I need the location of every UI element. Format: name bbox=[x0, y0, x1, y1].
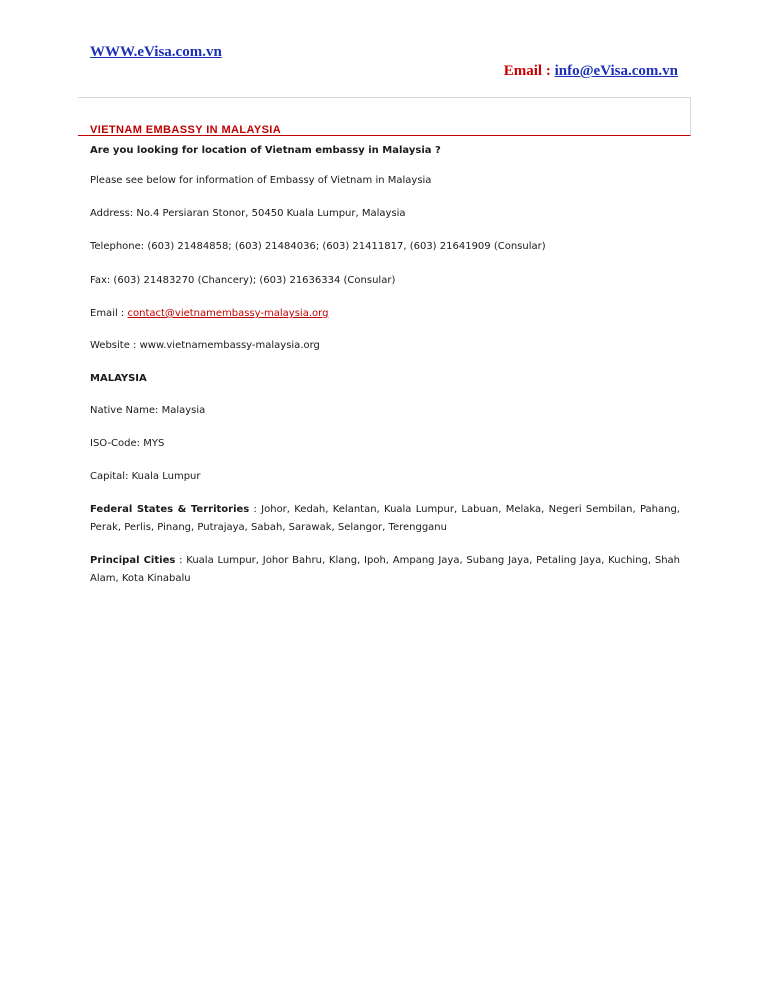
cities-label: Principal Cities bbox=[90, 555, 176, 566]
states-value: : Johor, Kedah, Kelantan, Kuala Lumpur, Labuan, Melaka, Negeri Sembilan, Pahang, Perak, Perlis, Pinang, Putrajaya, Sabah, Sarawak, Selangor, Terengganu bbox=[90, 504, 680, 533]
embassy-address: Address: No.4 Persiaran Stonor, 50450 Kuala Lumpur, Malaysia bbox=[90, 208, 406, 219]
embassy-email-label: Email : bbox=[90, 308, 128, 319]
header-email-label: Email : bbox=[503, 63, 551, 79]
country-states bbox=[90, 501, 680, 537]
embassy-fax: Fax: (603) 21483270 (Chancery); (603) 21636334 (Consular) bbox=[90, 275, 396, 286]
cities-value: : Kuala Lumpur, Johor Bahru, Klang, Ipoh, Ampang Jaya, Subang Jaya, Petaling Jaya, Kuching, Shah Alam, Kota Kinabalu bbox=[90, 555, 681, 584]
embassy-telephone: Telephone: (603) 21484858; (603) 21484036; (603) 21411817, (603) 21641909 (Consular) bbox=[90, 241, 546, 252]
header-email bbox=[504, 63, 678, 80]
country-capital: Capital: Kuala Lumpur bbox=[90, 471, 201, 482]
section-title: VIETNAM EMBASSY IN MALAYSIA bbox=[90, 124, 282, 136]
states-label: Federal States & Territories bbox=[90, 504, 250, 515]
country-native-name: Native Name: Malaysia bbox=[90, 405, 206, 416]
intro-question: Are you looking for location of Vietnam embassy in Malaysia ? bbox=[90, 145, 441, 156]
embassy-email-link[interactable]: contact@vietnamembassy-malaysia.org bbox=[127, 308, 329, 319]
country-cities bbox=[90, 552, 680, 588]
site-link[interactable]: WWW.eVisa.com.vn bbox=[90, 44, 222, 60]
embassy-email bbox=[90, 305, 680, 323]
header-email-link[interactable]: info@eVisa.com.vn bbox=[554, 63, 678, 79]
country-heading: MALAYSIA bbox=[90, 373, 147, 384]
country-iso-code: ISO-Code: MYS bbox=[90, 438, 165, 449]
intro-lead: Please see below for information of Embassy of Vietnam in Malaysia bbox=[90, 175, 432, 186]
embassy-website: Website : www.vietnamembassy-malaysia.org bbox=[90, 340, 320, 351]
